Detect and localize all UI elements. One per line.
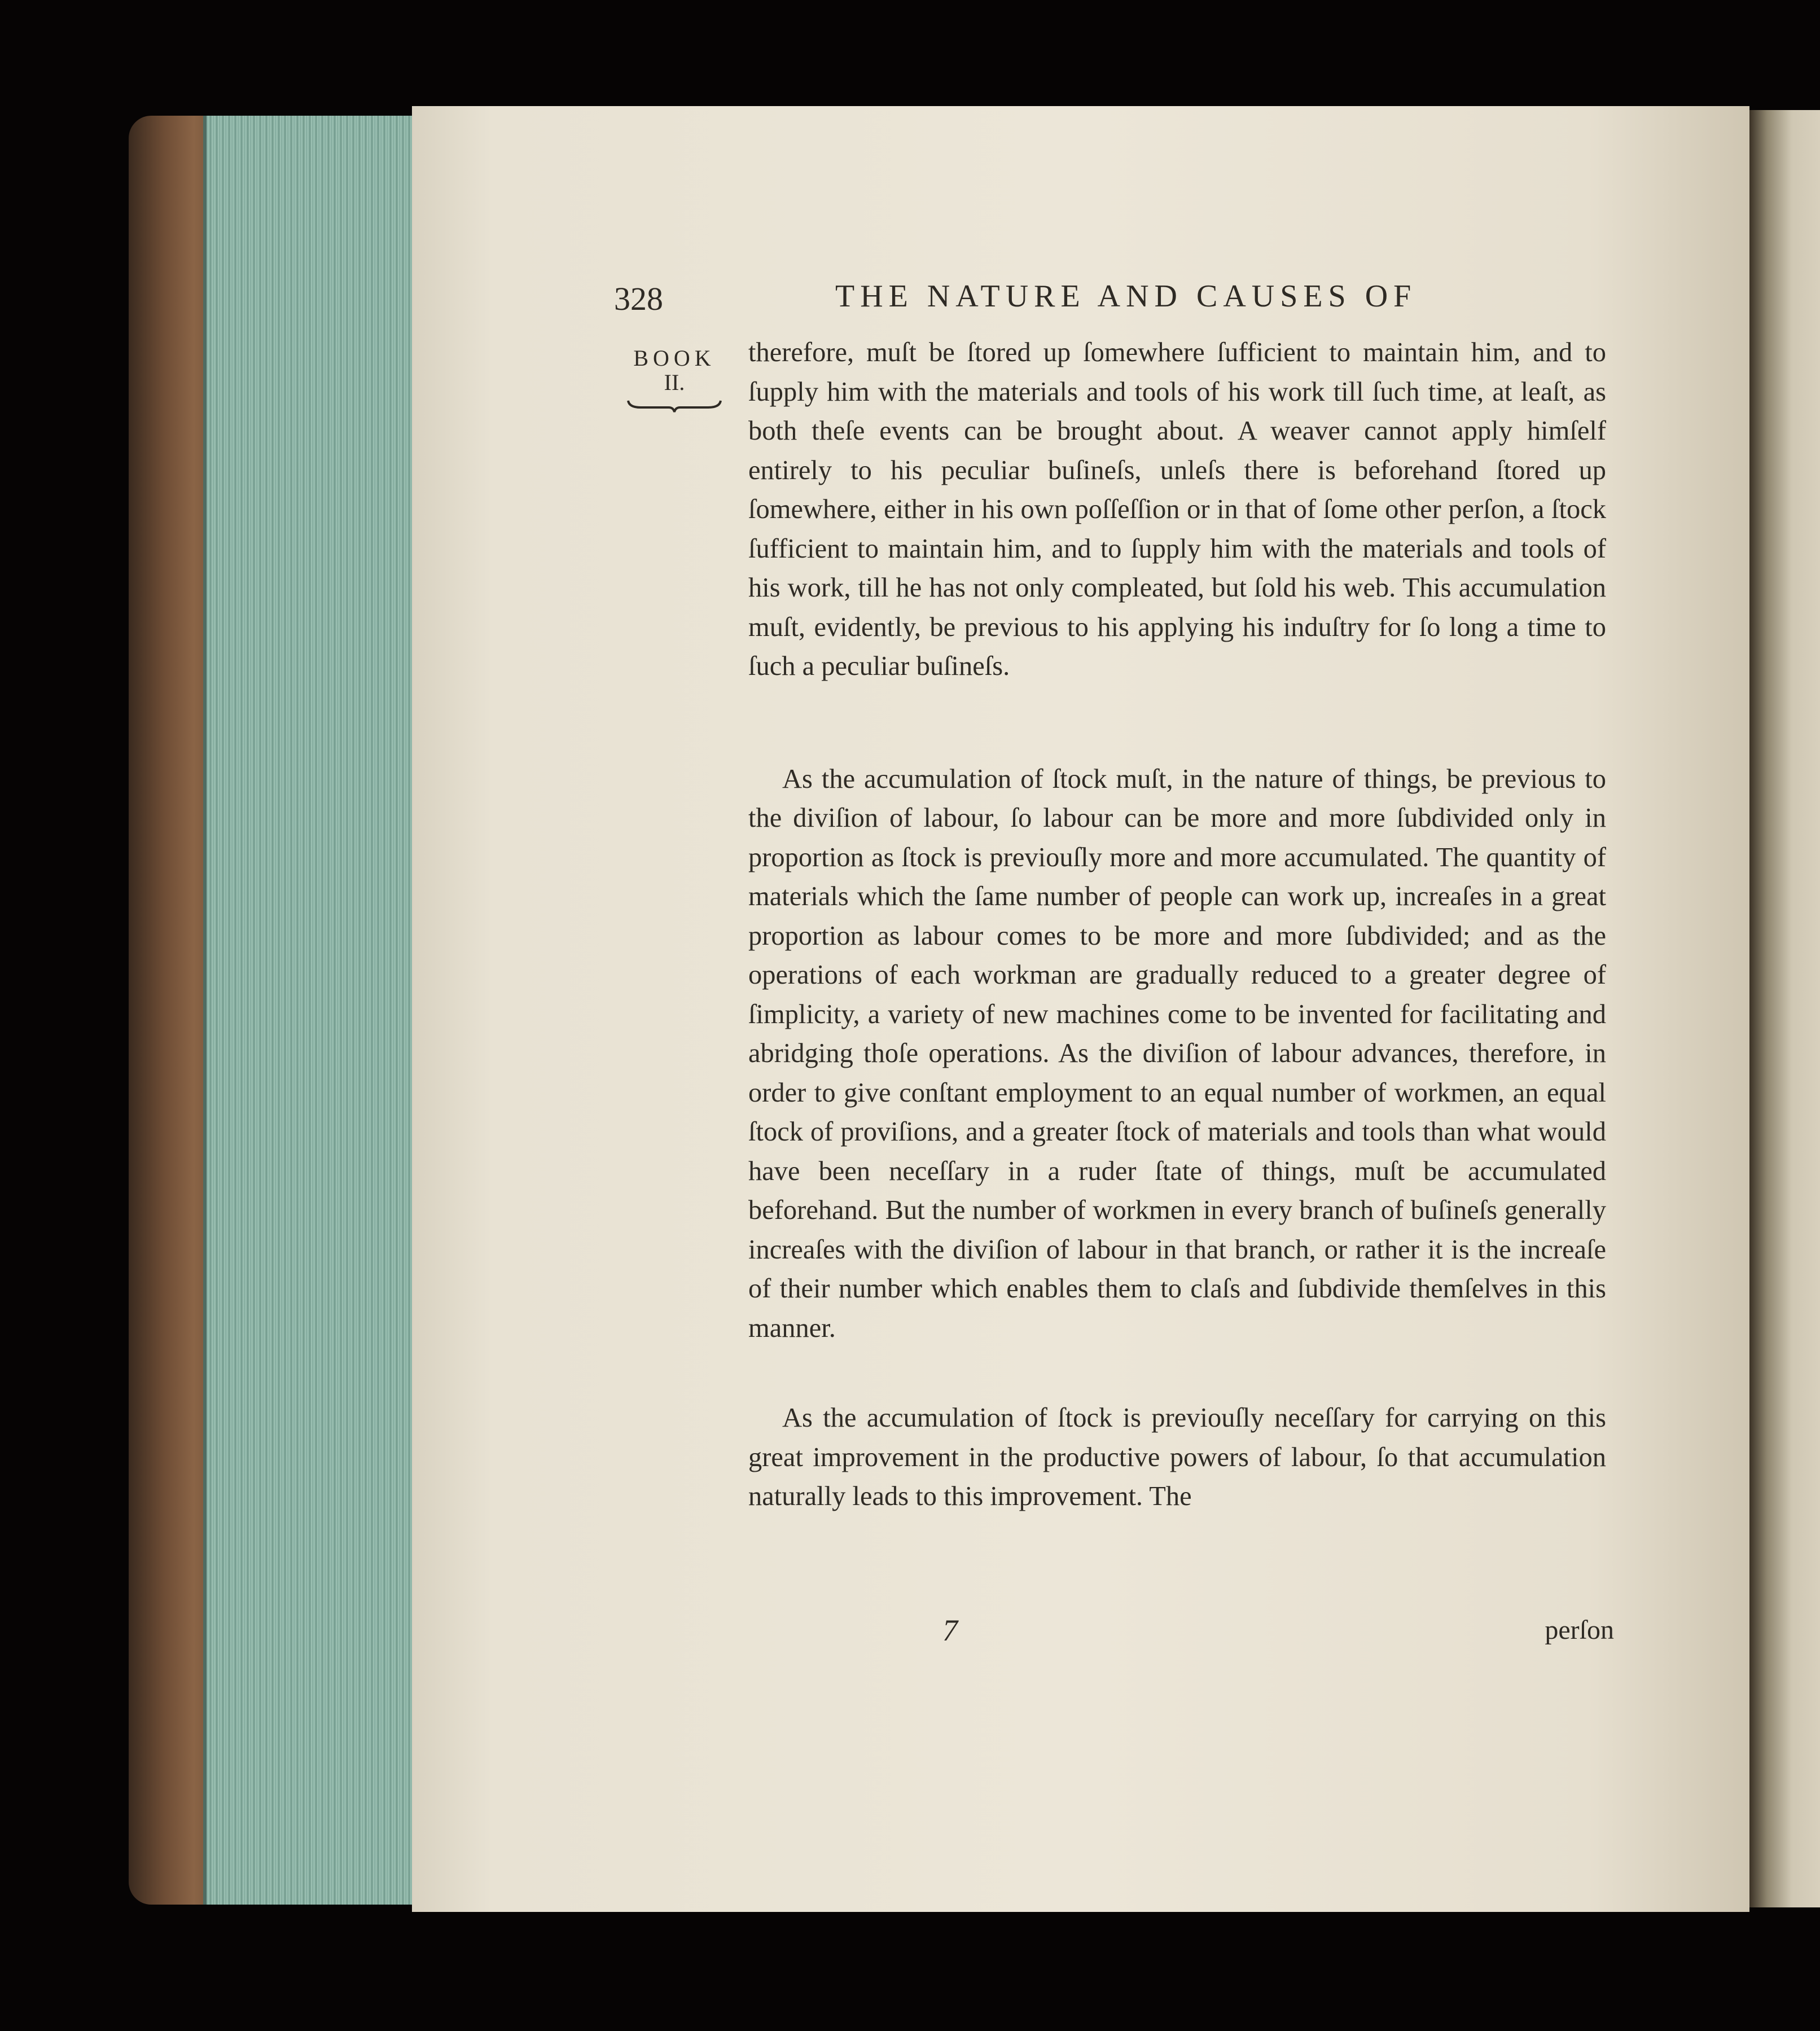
margin-note-book: BOOK (633, 345, 716, 371)
margin-note-volume: II. (664, 370, 685, 395)
brace-ornament-icon (618, 396, 731, 416)
paragraph-3: As the accumulation of ſtock is previouſly neceſſary for carrying on this great improvement in the productive powers of labour, ſo that accumulation naturally leads to this improvement. The (748, 1403, 1606, 1511)
body-text (748, 333, 1606, 1518)
paragraph-1: therefore, muſt be ſtored up ſomewhere ſufficient to maintain him, and to ſupply him with the materials and tools of his work till ſuch time, at leaſt, as both theſe events can be brought about. A weaver cannot apply himſelf entirely to his peculiar buſineſs, unleſs there is beforehand ſtored up ſomewhere, either in his own poſſeſſion or in that of ſome other perſon, a ſtock ſufficient to maintain him, and to ſupply him with the materials and tools of his work, till he has not only compleated, but ſold his web. This accumulation muſt, evidently, be previous to his applying his induſtry for ſo long a time to ſuch a peculiar buſineſs. (748, 337, 1606, 681)
facing-page-edge (1749, 110, 1820, 1907)
paragraph-2: As the accumulation of ſtock muſt, in the nature of things, be previous to the diviſion of labour, ſo labour can be more and more ſubdivided only in proportion as ſtock is previouſly more and more accumulated. The quantity of materials which the ſame number of people can work up, increaſes in a great proportion as labour comes to be more and more ſubdivided; and as the operations of each workman are gradually reduced to a greater degree of ſimplicity, a variety of new machines come to be invented for facilitating and abridging thoſe operations. As the diviſion of labour advances, therefore, in order to give conſtant employment to an equal number of workmen, an equal ſtock of proviſions, and a greater ſtock of materials and tools than what would have been neceſſary in a ruder ſtate of things, muſt be accumulated beforehand. But the number of workmen in every branch of buſineſs generally increaſes with the diviſion of labour in that branch, or rather it is the increaſe of their number which enables them to claſs and ſubdivide themſelves in this manner. (748, 764, 1606, 1343)
running-head: THE NATURE AND CAUSES OF (835, 279, 1417, 314)
page-block-fore-edge (203, 116, 415, 1905)
catchword: perſon (1545, 1615, 1614, 1645)
signature-mark: 7 (942, 1613, 958, 1647)
margin-note (618, 345, 731, 430)
page-number: 328 (614, 280, 663, 317)
